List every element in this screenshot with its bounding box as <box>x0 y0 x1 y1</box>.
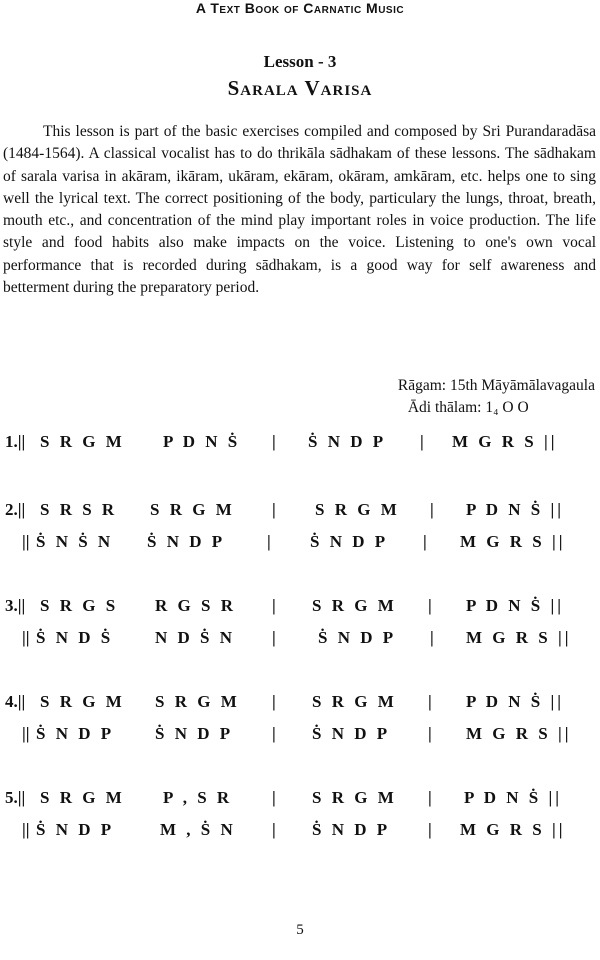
swara-group: S R G S <box>40 596 119 615</box>
swara-group: S R G M <box>312 692 397 711</box>
beat-separator: | <box>267 532 271 551</box>
beat-separator: | <box>272 628 276 647</box>
beat-separator: | <box>430 628 434 647</box>
beat-separator: | <box>272 500 276 519</box>
beat-separator: | <box>272 596 276 615</box>
beat-separator: | <box>272 788 276 807</box>
swara-line <box>0 528 600 558</box>
beat-separator: | <box>272 724 276 743</box>
swara-group: S R S R <box>40 500 118 519</box>
swara-group: M G R S || <box>466 724 572 743</box>
swara-group: M G R S || <box>460 820 566 839</box>
raga-info <box>398 375 595 419</box>
swara-group: Ṡ N D P <box>318 628 397 647</box>
swara-group: S R G M <box>40 692 125 711</box>
swara-group: M G R S || <box>466 628 572 647</box>
beat-separator: | <box>428 820 432 839</box>
swara-group: M G R S || <box>460 532 566 551</box>
beat-separator: | <box>428 724 432 743</box>
swara-group: Ṡ N D P <box>155 724 234 743</box>
swara-group: R G S R <box>155 596 236 615</box>
page-number: 5 <box>296 922 304 938</box>
beat-separator: | <box>428 692 432 711</box>
beat-separator: | <box>428 788 432 807</box>
beat-separator: | <box>272 692 276 711</box>
swara-group: S R G M <box>315 500 400 519</box>
beat-separator: | <box>428 596 432 615</box>
line-prefix: 1.|| <box>5 432 26 451</box>
exercise <box>0 428 600 460</box>
swara-group: Ṡ N D P <box>308 432 387 451</box>
line-prefix: 4.|| <box>5 692 26 711</box>
swara-group: Ṡ N D P <box>312 724 391 743</box>
line-prefix: 2.|| <box>5 500 26 519</box>
swara-group: M , Ṡ N <box>160 820 236 839</box>
beat-separator: | <box>420 432 424 451</box>
swara-group: S R G M <box>312 788 397 807</box>
swara-line <box>0 784 600 814</box>
lesson-title: Sarala Varisa <box>227 76 373 100</box>
swara-line <box>0 688 600 718</box>
swara-group: S R G M <box>150 500 235 519</box>
swara-line <box>0 624 600 654</box>
swara-line <box>0 720 600 750</box>
swara-group: S R G M <box>40 432 125 451</box>
swara-group: P D N Ṡ || <box>466 500 564 519</box>
line-prefix: || <box>22 532 30 551</box>
swara-group: P D N Ṡ || <box>464 788 562 807</box>
swara-line <box>0 496 600 526</box>
swara-group: P D N Ṡ || <box>466 596 564 615</box>
swara-group: P D N Ṡ || <box>466 692 564 711</box>
swara-group: S R G M <box>312 596 397 615</box>
beat-separator: | <box>430 500 434 519</box>
swara-group: Ṡ N D Ṡ <box>36 628 114 647</box>
swara-group: S R G M <box>155 692 240 711</box>
swara-group: Ṡ N D P <box>310 532 389 551</box>
page-header: A Text Book of Carnatic Music <box>195 0 405 16</box>
line-prefix: || <box>22 628 30 647</box>
lesson-number: Lesson - 3 <box>263 52 337 71</box>
beat-separator: | <box>272 820 276 839</box>
swara-group: Ṡ N D P <box>147 532 226 551</box>
beat-separator: | <box>423 532 427 551</box>
swara-line <box>0 428 600 458</box>
line-prefix: 5.|| <box>5 788 26 807</box>
swara-group: P , S R <box>163 788 233 807</box>
swara-group: M G R S || <box>452 432 558 451</box>
raga-line: Rāgam: 15th Māyāmālavagaula <box>397 377 595 394</box>
intro-paragraph: This lesson is part of the basic exercises compiled and composed by Sri Purandaradāsa (1484-1564). A classical vocalist has to do thrikāla sādhakam of these lessons. The sādhakam of sarala varisa in akāram, ikāram, ukāram, ekāram, okāram, amkāram, etc. helps one to sing well the lyrical text. The correct positioning of the body, particulary the lungs, throat, breath, mouth etc., and concentration of the mind play important roles in voice production. The life style and food habits also make impacts on the voice. Listening to one's own vocal performance that is recorded during sādhakam, is a good way for self awareness and betterment during the preparatory period. <box>3 123 596 297</box>
swara-group: S R G M <box>40 788 125 807</box>
swara-group: Ṡ N D P <box>312 820 391 839</box>
beat-separator: | <box>272 432 276 451</box>
line-prefix: 3.|| <box>5 596 26 615</box>
swara-group: Ṡ N D P <box>36 820 115 839</box>
tala-line: Ādi thālam: 1₄ O O <box>407 399 529 416</box>
line-prefix: || <box>22 724 30 743</box>
swara-group: Ṡ N Ṡ N <box>36 532 114 551</box>
line-prefix: || <box>22 820 30 839</box>
swara-group: P D N Ṡ <box>163 432 241 451</box>
swara-line <box>0 816 600 846</box>
swara-group: N D Ṡ N <box>155 628 236 647</box>
swara-line <box>0 592 600 622</box>
swara-group: Ṡ N D P <box>36 724 115 743</box>
